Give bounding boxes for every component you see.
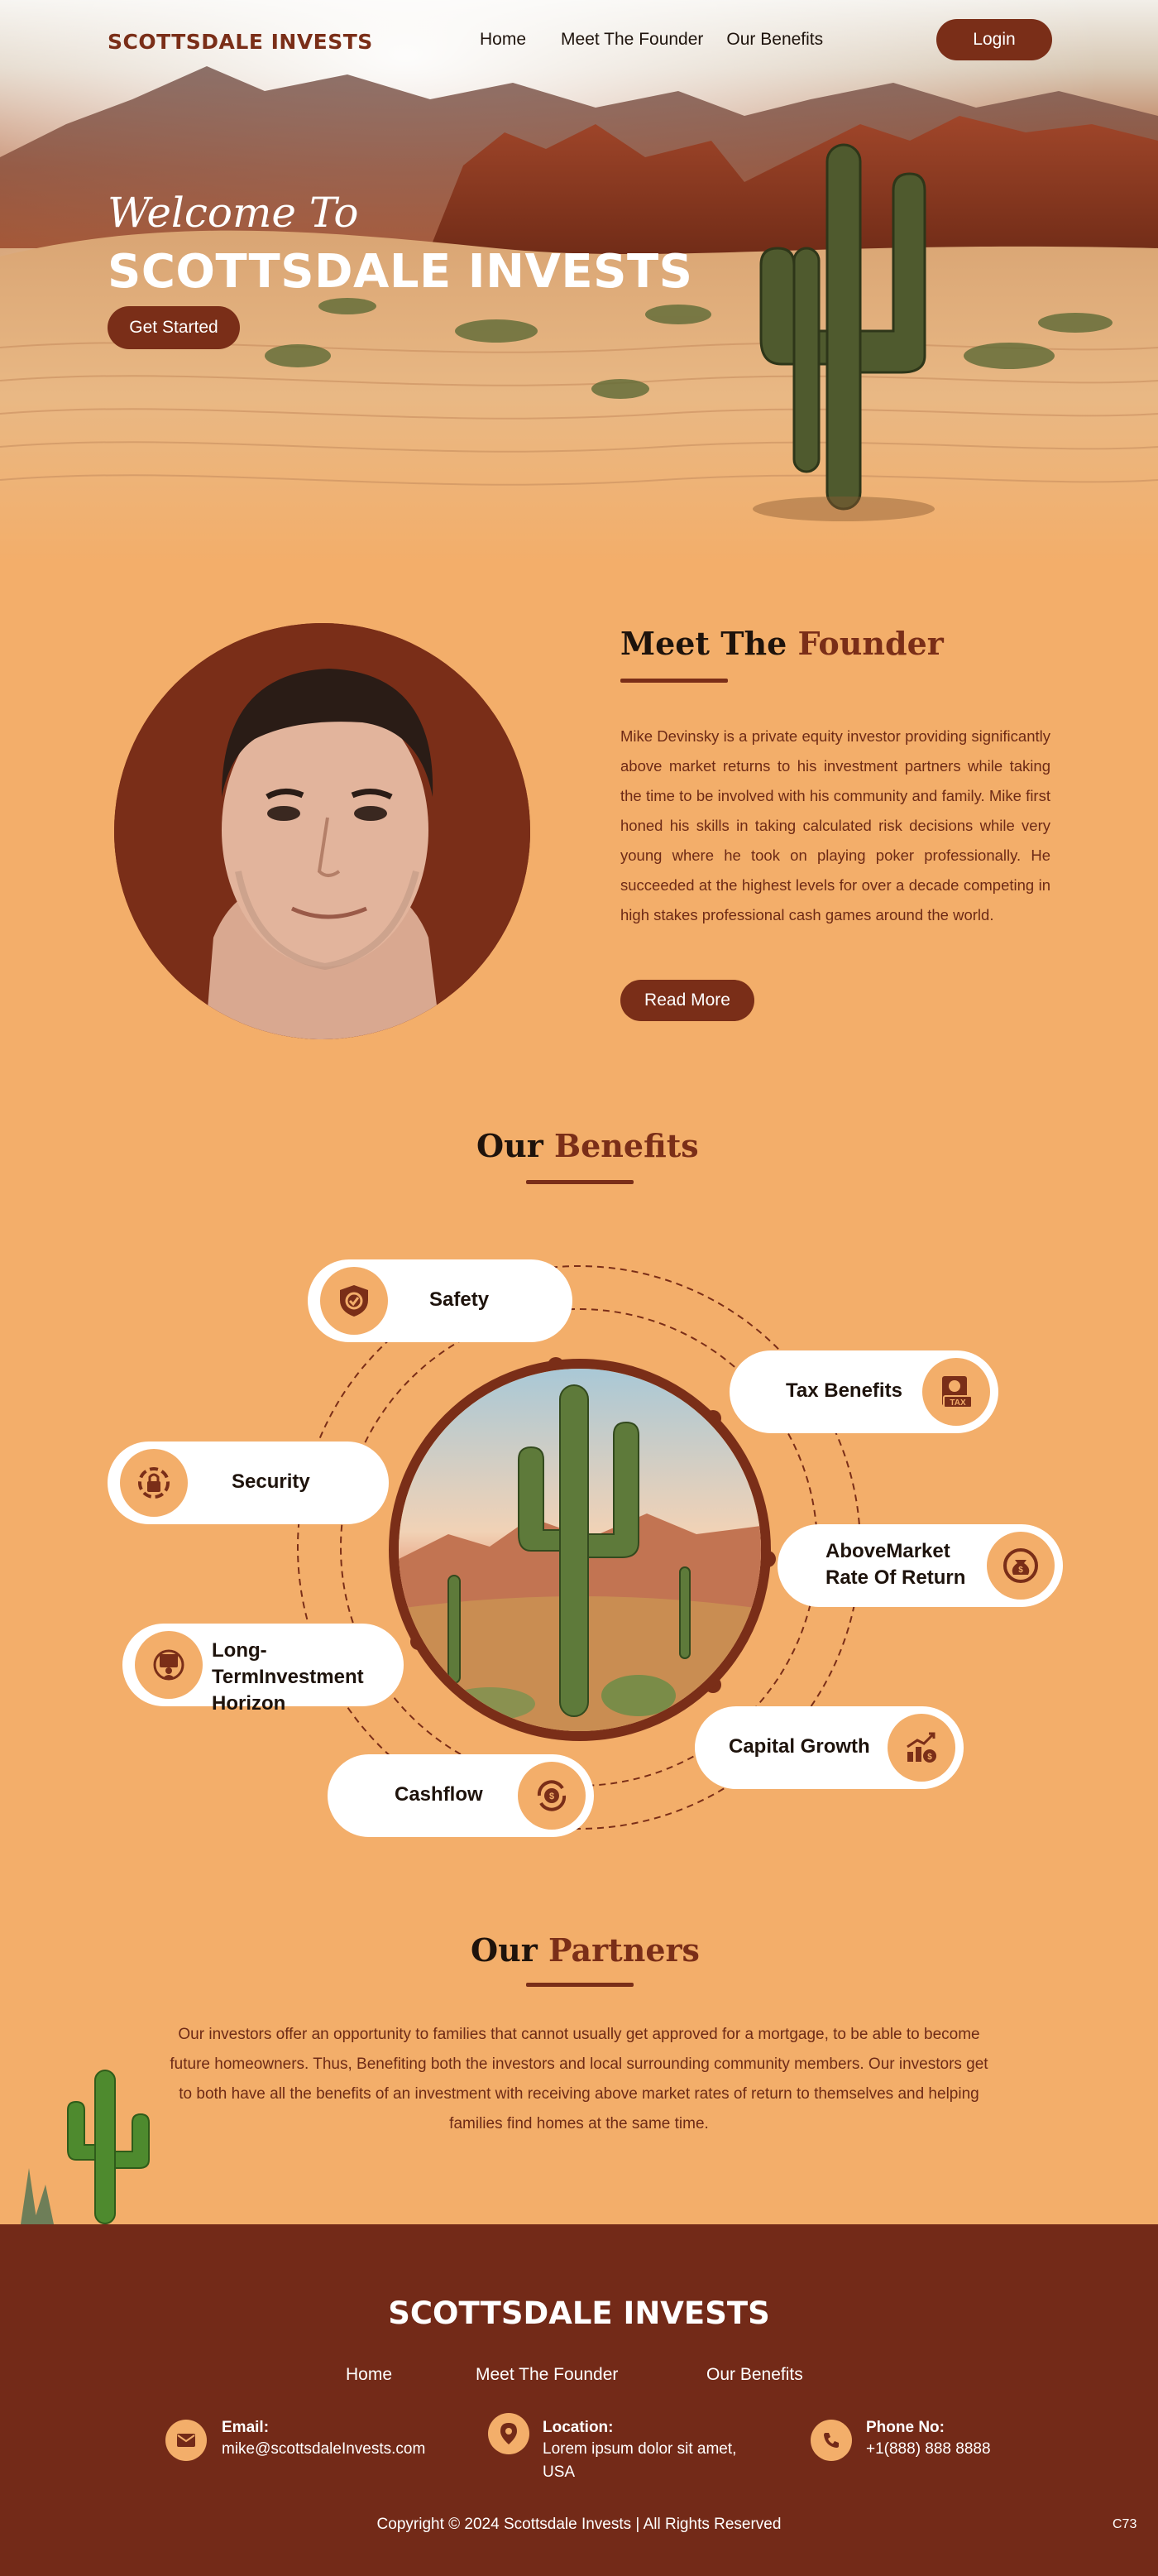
location-value: Lorem ipsum dolor sit amet, USA xyxy=(543,2440,737,2481)
hero-section xyxy=(0,0,1158,563)
benefits-heading xyxy=(476,1127,699,1164)
benefits-heading-underline xyxy=(526,1180,634,1184)
founder-heading-underline xyxy=(620,679,728,683)
location-label: Location: xyxy=(543,2419,614,2436)
svg-text:$: $ xyxy=(927,1753,932,1762)
phone-label: Phone No: xyxy=(866,2419,945,2436)
benefit-above-market-label: AboveMarket Rate Of Return xyxy=(825,1540,966,1589)
benefits-heading-accent: Benefits xyxy=(553,1127,699,1164)
mail-icon xyxy=(165,2420,207,2461)
copyright-text: Copyright © 2024 Scottsdale Invests | All Rights Reserved xyxy=(376,2516,782,2533)
cactus-landscape-image xyxy=(399,1369,761,1731)
get-started-button[interactable]: Get Started xyxy=(108,306,240,349)
location-pin-icon xyxy=(488,2413,529,2454)
tax-document-icon xyxy=(922,1358,990,1426)
benefit-safety[interactable] xyxy=(308,1259,572,1342)
founder-bio: Mike Devinsky is a private equity investor providing significantly above market returns to his investment partners while taking the time to be involved with his community and family. Mike first honed his skills in taking calculated risk decisions while very young where he took on playing poker professionally. He succeeded at the highest levels for over a decade competing in high stakes professional cash games around the world. xyxy=(620,727,1050,923)
calendar-person-icon xyxy=(135,1631,203,1699)
benefit-cashflow-label: Cashflow xyxy=(395,1783,483,1806)
founder-heading-accent: Founder xyxy=(797,625,944,662)
founder-heading xyxy=(620,625,944,662)
coin-cycle-icon xyxy=(518,1762,586,1830)
benefit-security[interactable] xyxy=(108,1442,389,1524)
footer-logo[interactable]: SCOTTSDALE INVESTS xyxy=(388,2295,770,2331)
benefit-capital-growth[interactable] xyxy=(695,1706,964,1789)
nav-link-home[interactable]: Home xyxy=(480,30,527,49)
cactus-decoration-image xyxy=(17,2060,174,2226)
founder-heading-plain: Meet The xyxy=(620,625,787,662)
footer-link-benefits[interactable]: Our Benefits xyxy=(706,2365,803,2384)
phone-value[interactable]: +1(888) 888 8888 xyxy=(866,2440,991,2458)
benefit-above-market[interactable] xyxy=(778,1524,1063,1607)
footer-link-home[interactable]: Home xyxy=(346,2365,393,2384)
phone-icon xyxy=(811,2420,852,2461)
benefit-security-label: Security xyxy=(232,1470,310,1493)
partners-heading-accent: Partners xyxy=(548,1931,700,1969)
partners-heading-underline xyxy=(526,1983,634,1987)
founder-portrait xyxy=(114,623,530,1039)
hero-welcome-text: Welcome To xyxy=(108,189,359,237)
lock-icon xyxy=(120,1449,188,1517)
benefit-tax-label: Tax Benefits xyxy=(786,1379,902,1402)
benefit-safety-label: Safety xyxy=(429,1288,490,1311)
growth-chart-icon xyxy=(888,1714,955,1782)
svg-text:TAX: TAX xyxy=(950,1398,966,1408)
email-value[interactable]: mike@scottsdaleInvests.com xyxy=(222,2440,426,2458)
svg-text:$: $ xyxy=(548,1792,555,1801)
benefits-heading-plain: Our xyxy=(476,1127,543,1164)
partners-heading-plain: Our xyxy=(471,1931,538,1969)
partners-text: Our investors offer an opportunity to families that cannot usually get approved for a mortgage, to be able to become future homeowners. Thus, Benefiting both the investors and local surrounding community members. Our investors get to both have all the benefits of an investment with receiving above market rates of return to themselves and helping families find homes at the same time. xyxy=(170,2026,988,2132)
benefit-tax[interactable] xyxy=(730,1350,998,1433)
shield-check-icon xyxy=(320,1267,388,1335)
svg-text:$: $ xyxy=(1018,1566,1023,1575)
email-label: Email: xyxy=(222,2419,270,2436)
hero-title: SCOTTSDALE INVESTS xyxy=(108,245,693,299)
main-nav xyxy=(480,30,823,50)
corner-code: C73 xyxy=(1113,2517,1137,2531)
benefit-long-term-label: Long-TermInvestment Horizon xyxy=(212,1639,364,1715)
benefit-long-term[interactable] xyxy=(122,1624,404,1715)
footer-link-founder[interactable]: Meet The Founder xyxy=(476,2365,619,2384)
benefit-cashflow[interactable] xyxy=(328,1754,594,1837)
benefits-center-image xyxy=(389,1359,771,1741)
nav-logo[interactable]: SCOTTSDALE INVESTS xyxy=(108,30,373,54)
nav-link-founder[interactable]: Meet The Founder xyxy=(561,30,704,49)
partners-heading xyxy=(471,1931,700,1969)
benefit-capital-growth-label: Capital Growth xyxy=(729,1735,870,1758)
nav-link-benefits[interactable]: Our Benefits xyxy=(726,30,824,49)
read-more-button[interactable]: Read More xyxy=(620,980,754,1021)
footer xyxy=(0,2224,1158,2576)
money-bag-icon xyxy=(987,1532,1055,1600)
founder-photo xyxy=(114,623,530,1039)
login-button[interactable]: Login xyxy=(936,19,1052,60)
